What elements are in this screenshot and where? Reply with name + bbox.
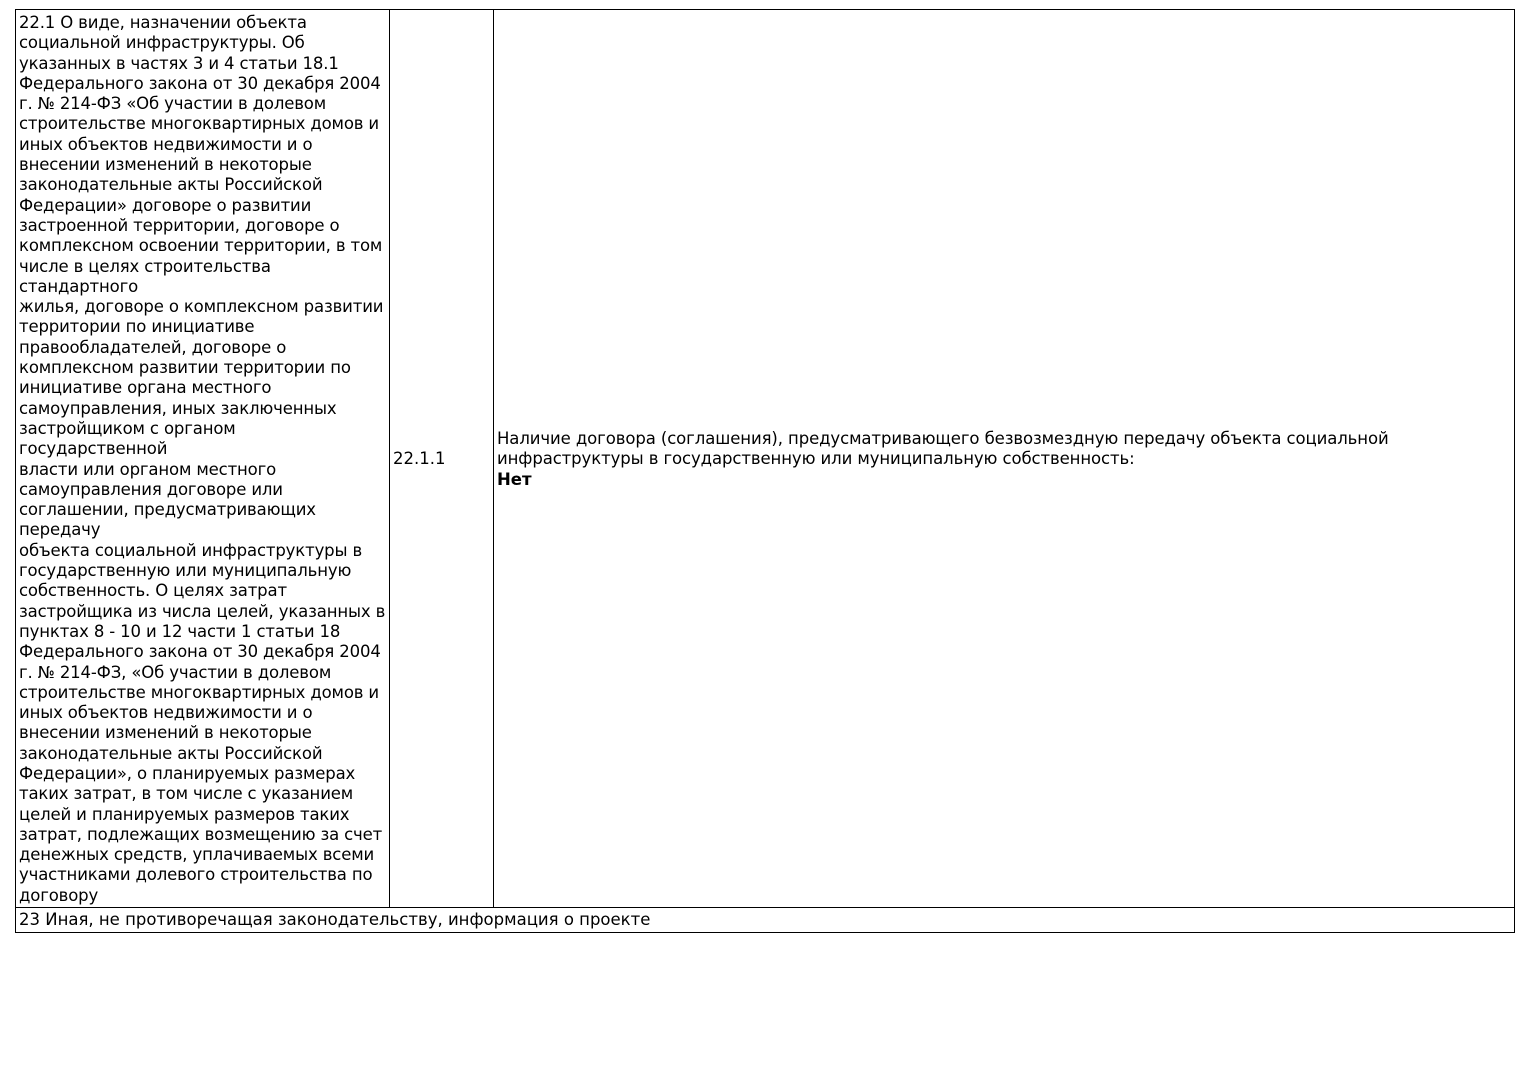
disclosure-table	[15, 9, 1515, 933]
item-value-answer: Нет	[497, 469, 532, 489]
item-value-label: Наличие договора (соглашения), предусматривающего безвозмездную передачу объекта социальной инфраструктуры в государственную или муниципальную собственность:	[497, 429, 1389, 469]
item-code-cell: 22.1.1	[390, 10, 494, 908]
item-value-cell	[494, 10, 1515, 908]
table-row	[16, 10, 1515, 908]
section-footer-row	[16, 908, 1515, 933]
section-description-cell: 22.1 О виде, назначении объекта социальной инфраструктуры. Об указанных в частях 3 и 4 статьи 18.1 Федерального закона от 30 декабря 2004 г. № 214-ФЗ «Об участии в долевом строительстве многоквартирных домов и иных объектов недвижимости и о внесении изменений в некоторые законодательные акты Российской Федерации» договоре о развитии застроенной территории, договоре о комплексном освоении территории, в том числе в целях строительства стандартного жилья, договоре о комплексном развитии территории по инициативе правообладателей, договоре о комплексном развитии территории по инициативе органа местного самоуправления, иных заключенных застройщиком с органом государственной власти или органом местного самоуправления договоре или соглашении, предусматривающих передачу объекта социальной инфраструктуры в государственную или муниципальную собственность. О целях затрат застройщика из числа целей, указанных в пунктах 8 - 10 и 12 части 1 статьи 18 Федерального закона от 30 декабря 2004 г. № 214-ФЗ, «Об участии в долевом строительстве многоквартирных домов и иных объектов недвижимости и о внесении изменений в некоторые законодательные акты Российской Федерации», о планируемых размерах таких затрат, в том числе с указанием целей и планируемых размеров таких затрат, подлежащих возмещению за счет денежных средств, уплачиваемых всеми участниками долевого строительства по договору	[16, 10, 390, 908]
section-heading-23: 23 Иная, не противоречащая законодательству, информация о проекте	[16, 908, 1515, 933]
